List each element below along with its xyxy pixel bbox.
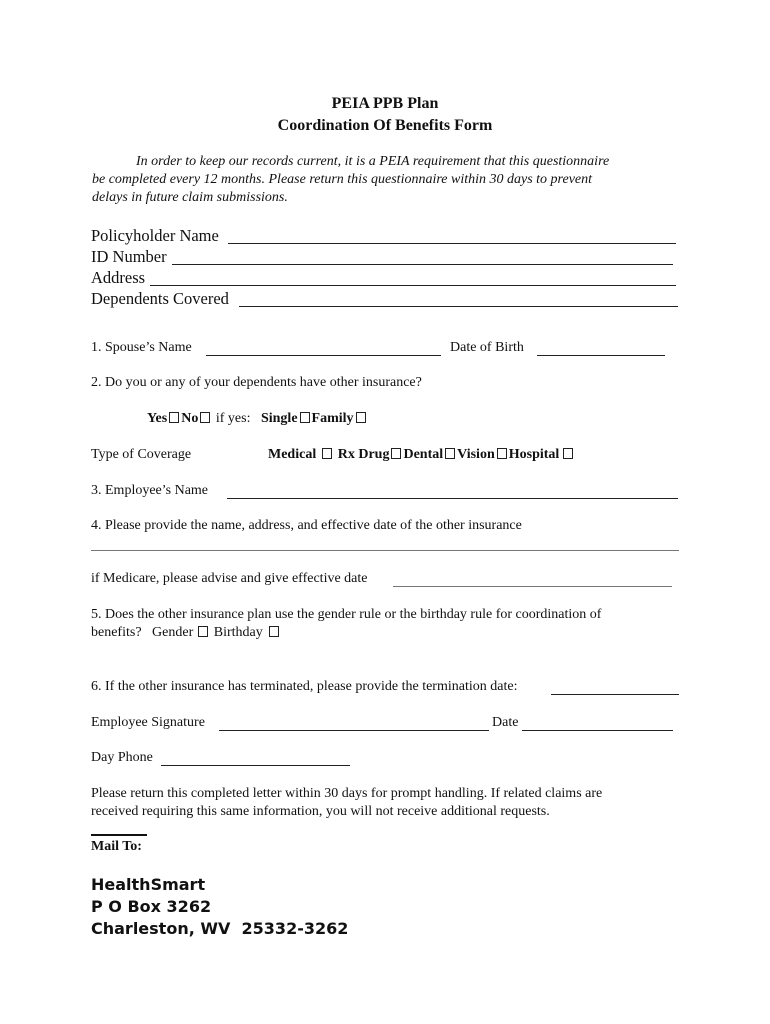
other-insurance-details-label: 4. Please provide the name, address, and effective date of the other insurance <box>91 518 522 533</box>
return-note-line-2: received requiring this same information, you will not receive additional requests. <box>91 804 550 819</box>
form-subtitle: Coordination Of Benefits Form <box>277 117 493 134</box>
policyholder-name-label: Policyholder Name <box>91 226 219 245</box>
divider <box>91 834 147 836</box>
intro-line-2: be completed every 12 months. Please return this questionnaire within 30 days to prevent <box>92 172 593 187</box>
signature-date-label: Date <box>492 715 519 730</box>
intro-line-1: In order to keep our records current, it is a PEIA requirement that this questionnaire <box>136 154 610 169</box>
employee-name-label: 3. Employee’s Name <box>91 483 209 498</box>
medicare-label: if Medicare, please advise and give effective date <box>91 571 368 586</box>
rx-drug-checkbox[interactable] <box>391 448 401 459</box>
coordination-rule-answer-row <box>91 625 281 641</box>
dental-checkbox[interactable] <box>445 448 455 459</box>
day-phone-field[interactable] <box>161 765 350 766</box>
hospital-label: Hospital <box>508 447 560 462</box>
spouse-name-label: 1. Spouse’s Name <box>91 340 192 355</box>
no-label: No <box>181 411 199 426</box>
employee-signature-field[interactable] <box>219 730 489 731</box>
other-insurance-question: 2. Do you or any of your dependents have other insurance? <box>91 375 422 390</box>
family-label: Family <box>311 411 354 426</box>
single-label: Single <box>260 411 298 426</box>
dependents-covered-field[interactable] <box>239 306 678 307</box>
rx-drug-label: Rx Drug <box>337 447 390 462</box>
return-note-line-1: Please return this completed letter within 30 days for prompt handling. If related claims are <box>91 786 603 801</box>
vision-checkbox[interactable] <box>497 448 507 459</box>
signature-date-field[interactable] <box>522 730 673 731</box>
medical-label: Medical <box>268 447 317 462</box>
employee-signature-label: Employee Signature <box>91 715 205 730</box>
form-title: PEIA PPB Plan <box>331 95 439 112</box>
gender-label: Gender <box>152 625 194 640</box>
gender-checkbox[interactable] <box>198 626 208 637</box>
coverage-options <box>268 447 575 463</box>
mail-to-label: Mail To: <box>91 839 142 854</box>
medicare-date-field[interactable] <box>393 586 672 587</box>
other-insurance-details-field[interactable] <box>91 550 679 551</box>
intro-line-3: delays in future claim submissions. <box>92 190 288 205</box>
dental-label: Dental <box>403 447 444 462</box>
mail-address-company: HealthSmart <box>91 875 206 894</box>
single-checkbox[interactable] <box>300 412 310 423</box>
id-number-field[interactable] <box>172 264 673 265</box>
type-of-coverage-label: Type of Coverage <box>91 447 192 462</box>
no-checkbox[interactable] <box>200 412 210 423</box>
dependents-covered-label: Dependents Covered <box>91 289 229 308</box>
mail-address-po-box: P O Box 3262 <box>91 897 212 916</box>
date-of-birth-field[interactable] <box>537 355 665 356</box>
benefits-label: benefits? <box>91 625 142 640</box>
yes-label: Yes <box>147 411 168 426</box>
vision-label: Vision <box>457 447 495 462</box>
id-number-label: ID Number <box>91 247 167 266</box>
date-of-birth-label: Date of Birth <box>450 340 524 355</box>
day-phone-label: Day Phone <box>91 750 153 765</box>
address-label: Address <box>91 268 146 287</box>
coordination-rule-question: 5. Does the other insurance plan use the gender rule or the birthday rule for coordination of <box>91 607 602 622</box>
mail-address-city: Charleston, WV 25332-3262 <box>91 919 349 938</box>
birthday-checkbox[interactable] <box>269 626 279 637</box>
yes-checkbox[interactable] <box>169 412 179 423</box>
if-yes-label: if yes: <box>215 411 251 426</box>
termination-date-field[interactable] <box>551 694 679 695</box>
policyholder-name-field[interactable] <box>228 243 676 244</box>
address-field[interactable] <box>150 285 676 286</box>
termination-date-label: 6. If the other insurance has terminated, please provide the termination date: <box>91 679 518 694</box>
insurance-answer-row <box>147 411 368 427</box>
spouse-name-field[interactable] <box>206 355 441 356</box>
medical-checkbox[interactable] <box>322 448 332 459</box>
hospital-checkbox[interactable] <box>563 448 573 459</box>
family-checkbox[interactable] <box>356 412 366 423</box>
birthday-label: Birthday <box>213 625 263 640</box>
employee-name-field[interactable] <box>227 498 678 499</box>
